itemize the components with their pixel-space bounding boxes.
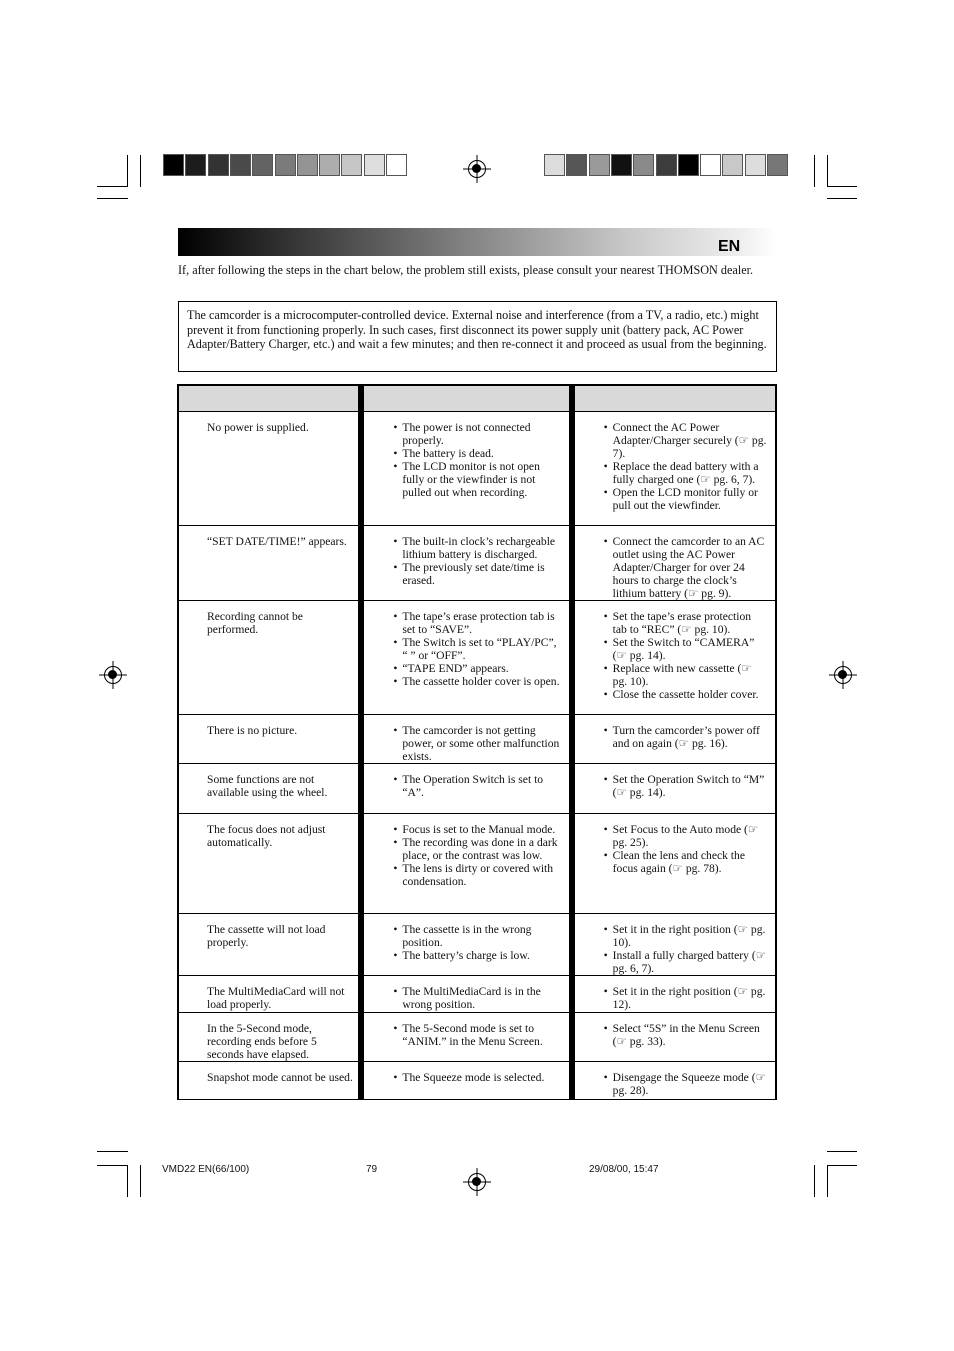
cause-item: • Focus is set to the Manual mode. — [402, 823, 560, 836]
table-row — [179, 1061, 775, 1099]
crop-mark — [97, 186, 128, 187]
notice-box: The camcorder is a microcomputer-controlled device. External noise and interference (from a TV, a radio, etc.) might prevent it from functioning properly. In such cases, first disconnect its power supply unit (battery pack, AC Power Adapter/Battery Charger, etc.) and wait a few minutes; and then re-connect it and proceed as usual from the beginning. — [178, 301, 777, 372]
symptom-cell — [179, 975, 364, 1012]
cause-item: • The power is not connected properly. — [402, 421, 560, 447]
cause-cell-list — [364, 601, 568, 688]
action-item: • Connect the AC Power Adapter/Charger securely (☞ pg. 7). — [613, 421, 767, 460]
cause-item: • The built-in clock’s rechargeable lithium battery is discharged. — [402, 535, 560, 561]
cause-cell-list — [364, 914, 568, 962]
symptom-text: Some functions are not available using the wheel. — [207, 773, 328, 799]
cause-cell-list — [364, 1013, 568, 1048]
action-item: • Disengage the Squeeze mode (☞ pg. 28). — [613, 1071, 767, 1097]
action-cell-list — [575, 412, 775, 512]
action-item: • Set it in the right position (☞ pg. 10). — [613, 923, 767, 949]
action-item: • Set Focus to the Auto mode (☞ pg. 25). — [613, 823, 767, 849]
color-swatch — [544, 154, 565, 176]
action-cell-list — [575, 976, 775, 1011]
symptom-cell — [179, 600, 364, 714]
color-swatch — [252, 154, 273, 176]
symptom-text: In the 5-Second mode, recording ends before 5 seconds have elapsed. — [207, 1022, 317, 1061]
action-cell — [575, 1061, 775, 1099]
action-cell-list — [575, 1062, 775, 1097]
symptom-text: Recording cannot be performed. — [207, 610, 303, 636]
symptom-text: Snapshot mode cannot be used. — [207, 1071, 353, 1084]
registration-mark-icon — [468, 1173, 486, 1191]
cause-cell — [364, 913, 574, 975]
color-swatch — [767, 154, 788, 176]
color-swatch — [185, 154, 206, 176]
crop-mark — [827, 198, 857, 199]
table-row — [179, 813, 775, 913]
color-swatch — [722, 154, 743, 176]
color-swatch — [208, 154, 229, 176]
crop-mark — [827, 155, 828, 187]
crop-mark — [814, 155, 815, 187]
action-cell — [575, 600, 775, 714]
action-item: • Close the cassette holder cover. — [613, 688, 767, 701]
language-label: EN — [718, 238, 741, 255]
cause-cell-list — [364, 764, 568, 799]
symptom-cell — [179, 1012, 364, 1061]
action-cell-list — [575, 601, 775, 701]
action-item: • Set it in the right position (☞ pg. 12). — [613, 985, 767, 1011]
column-header-cause — [364, 386, 574, 412]
action-item: • Replace with new cassette (☞ pg. 10). — [613, 662, 767, 688]
table-row — [179, 714, 775, 763]
cause-cell — [364, 600, 574, 714]
cause-cell — [364, 714, 574, 763]
troubleshooting-table — [177, 384, 777, 1100]
cause-item: • The cassette is in the wrong position. — [402, 923, 560, 949]
action-item: • Set the tape’s erase protection tab to “REC” (☞ pg. 10). — [613, 610, 767, 636]
footer-datetime: 29/08/00, 15:47 — [589, 1164, 659, 1175]
crop-mark — [814, 1165, 815, 1197]
crop-mark — [97, 1151, 128, 1152]
action-item: • Set the Operation Switch to “M” (☞ pg. 14). — [613, 773, 767, 799]
table-row — [179, 763, 775, 813]
color-swatch — [700, 154, 721, 176]
table-row — [179, 525, 775, 600]
cause-item: • The lens is dirty or covered with condensation. — [402, 862, 560, 888]
action-item: • Set the Switch to “CAMERA” (☞ pg. 14). — [613, 636, 767, 662]
color-swatch — [319, 154, 340, 176]
crop-mark — [827, 1151, 857, 1152]
symptom-text: There is no picture. — [207, 724, 298, 737]
cause-item: • The cassette holder cover is open. — [402, 675, 560, 688]
table-row — [179, 1012, 775, 1061]
crop-mark — [97, 198, 128, 199]
action-item: • Connect the camcorder to an AC outlet using the AC Power Adapter/Charger for over 24 hours to charge the clock’s lithium battery (☞ pg. 9). — [613, 535, 767, 600]
registration-mark-icon — [468, 160, 486, 178]
symptom-cell — [179, 412, 364, 525]
action-cell-list — [575, 715, 775, 750]
symptom-text: “SET DATE/TIME!” appears. — [207, 535, 347, 548]
action-cell — [575, 763, 775, 813]
table-row — [179, 913, 775, 975]
section-header-band — [178, 228, 776, 256]
symptom-cell — [179, 1061, 364, 1099]
cause-cell — [364, 975, 574, 1012]
action-cell-list — [575, 526, 775, 600]
cause-item: • The LCD monitor is not open fully or the viewfinder is not pulled out when recording. — [402, 460, 560, 499]
cause-cell — [364, 763, 574, 813]
footer-page-number: 79 — [366, 1164, 378, 1175]
action-item: • Turn the camcorder’s power off and on again (☞ pg. 16). — [613, 724, 767, 750]
color-swatch — [611, 154, 632, 176]
crop-mark — [127, 1165, 128, 1197]
cause-item: • The battery is dead. — [402, 447, 560, 460]
cause-item: • “TAPE END” appears. — [402, 662, 560, 675]
cause-cell — [364, 1012, 574, 1061]
cause-item: • The Operation Switch is set to “A”. — [402, 773, 560, 799]
cause-item: • The 5-Second mode is set to “ANIM.” in the Menu Screen. — [402, 1022, 560, 1048]
cause-cell-list — [364, 412, 568, 499]
symptom-cell — [179, 714, 364, 763]
action-item: • Select “5S” in the Menu Screen (☞ pg. 33). — [613, 1022, 767, 1048]
color-swatch — [297, 154, 318, 176]
cause-cell — [364, 412, 574, 525]
column-header-action — [575, 386, 775, 412]
table-row — [179, 600, 775, 714]
cause-cell — [364, 525, 574, 600]
action-cell — [575, 412, 775, 525]
color-swatch — [364, 154, 385, 176]
action-cell-list — [575, 814, 775, 875]
cause-item: • The camcorder is not getting power, or some other malfunction exists. — [402, 724, 560, 763]
color-swatch — [589, 154, 610, 176]
action-cell — [575, 913, 775, 975]
color-swatch — [163, 154, 184, 176]
footer-doc-code: VMD22 EN(66/100) — [162, 1164, 250, 1175]
color-swatch — [678, 154, 699, 176]
registration-mark-icon — [104, 666, 122, 684]
symptom-text: The focus does not adjust automatically. — [207, 823, 326, 849]
color-swatch — [230, 154, 251, 176]
crop-mark — [827, 1165, 857, 1166]
symptom-cell — [179, 813, 364, 913]
crop-mark — [140, 155, 141, 187]
cause-item: • The Switch is set to “PLAY/PC”, “ ” or “OFF”. — [402, 636, 560, 662]
cause-cell-list — [364, 526, 568, 587]
color-swatch — [633, 154, 654, 176]
intro-paragraph: If, after following the steps in the chart below, the problem still exists, please consult your nearest THOMSON dealer. — [178, 263, 754, 277]
symptom-text: No power is supplied. — [207, 421, 309, 434]
symptom-text: The MultiMediaCard will not load properly. — [207, 985, 345, 1011]
symptom-cell — [179, 763, 364, 813]
cause-item: • The recording was done in a dark place, or the contrast was low. — [402, 836, 560, 862]
crop-mark — [827, 1165, 828, 1197]
action-cell — [575, 813, 775, 913]
action-cell — [575, 975, 775, 1012]
color-swatch — [275, 154, 296, 176]
cause-item: • The tape’s erase protection tab is set to “SAVE”. — [402, 610, 560, 636]
cause-cell — [364, 1061, 574, 1099]
action-cell-list — [575, 1013, 775, 1048]
color-swatch — [745, 154, 766, 176]
color-swatch — [341, 154, 362, 176]
action-cell-list — [575, 914, 775, 975]
cause-item: • The Squeeze mode is selected. — [402, 1071, 560, 1084]
color-swatch — [386, 154, 407, 176]
symptom-text: The cassette will not load properly. — [207, 923, 326, 949]
action-cell-list — [575, 764, 775, 799]
action-cell — [575, 714, 775, 763]
action-item: • Install a fully charged battery (☞ pg. 6, 7). — [613, 949, 767, 975]
registration-mark-icon — [834, 666, 852, 684]
cause-cell-list — [364, 976, 568, 1011]
cause-cell-list — [364, 715, 568, 763]
color-swatch — [656, 154, 677, 176]
table-row — [179, 975, 775, 1012]
table-header-row — [179, 386, 775, 412]
crop-mark — [97, 1165, 128, 1166]
cause-item: • The previously set date/time is erased. — [402, 561, 560, 587]
cause-item: • The MultiMediaCard is in the wrong position. — [402, 985, 560, 1011]
cause-cell-list — [364, 1062, 568, 1084]
column-header-symptom — [179, 386, 364, 412]
cause-cell-list — [364, 814, 568, 888]
color-swatch — [566, 154, 587, 176]
action-item: • Clean the lens and check the focus again (☞ pg. 78). — [613, 849, 767, 875]
cause-item: • The battery’s charge is low. — [402, 949, 560, 962]
symptom-cell — [179, 525, 364, 600]
cause-cell — [364, 813, 574, 913]
action-item: • Replace the dead battery with a fully charged one (☞ pg. 6, 7). — [613, 460, 767, 486]
action-cell — [575, 525, 775, 600]
action-cell — [575, 1012, 775, 1061]
table-row — [179, 412, 775, 525]
symptom-cell — [179, 913, 364, 975]
action-item: • Open the LCD monitor fully or pull out the viewfinder. — [613, 486, 767, 512]
crop-mark — [827, 186, 857, 187]
crop-mark — [140, 1165, 141, 1197]
crop-mark — [127, 155, 128, 187]
